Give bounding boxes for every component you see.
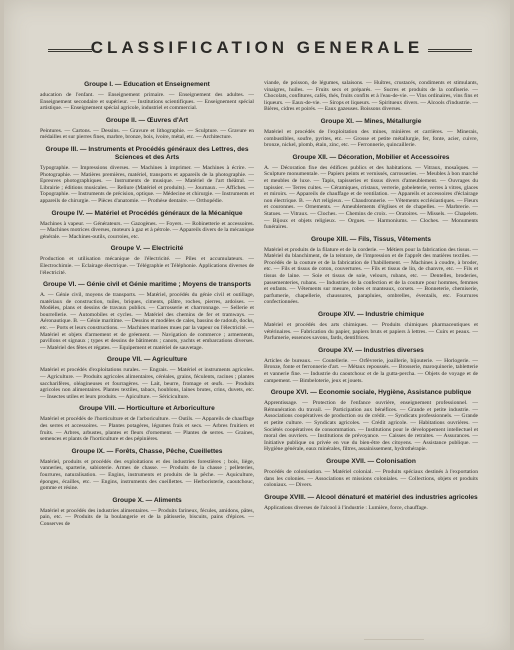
group-description: Articles de bureaux. — Coutellerie. — Orfèvrerie, joaillerie, bijouterie. — Horlogerie. — Bronze, fonte et ferronnerie d'art. — Métaux repoussés. — Brosserie, maroquinerie, tabletterie et vannerie fine. — Industrie du caoutchouc et de la gutta-percha. — Objets de voyage et de campement. — Bimbeloterie, jeux et jouets. bbox=[264, 357, 478, 384]
group-description: Matériel et procédés des industries alimentaires. — Produits farineux, fécules, amidons, pâtes, pain, etc. — Produits de la boulangerie et de la pâtisserie, biscuits, pains d'épices. — Conserves de bbox=[40, 507, 254, 527]
group-heading: Groupe VII. — Agriculture bbox=[106, 356, 188, 364]
group-description: Apprentissage. — Protection de l'enfance ouvrière, enseignement professionnel. — Rémunération du travail. — Participation aux bénéfices. — Grande et petite industrie. — Associations coopératives de production ou de crédit. — Syndicats professionnels. — Grande et petite culture. — Syndicats agricoles. — Crédit agricole. — Habitations ouvrières. — Sociétés coopératives de consommation. — Institutions pour le développement intellectuel et moral des ouvriers. — Institutions de prévoyance. — Caisses de retraites. — Assurances. — Initiative publique ou privée en vue du bien-être des citoyens. — Assistance publique. — Hygiène générale, eaux minérales, filtres, assainissement, hydrothérapie. bbox=[264, 400, 478, 453]
group-description: Matériel et procédés de l'horticulture et de l'arboriculture. — Outils. — Appareils de chauffage des serres et accessoires. — Plantes potagères, légumes frais et secs. — Arbres fruitiers et fruits. — Arbres, arbustes, plantes et fleurs d'ornement. — Plantes de serres. — Graines, semences et plants de l'horticulture et des pépinières. bbox=[40, 416, 254, 443]
title-ornament-right bbox=[428, 49, 472, 52]
group-description: Production et utilisation mécanique de l'électricité. — Piles et accumulateurs. — Electrochimie. — Eclairage électrique. — Télégraphie et Téléphonie. Applications diverses de l'électricité. bbox=[40, 256, 254, 276]
page-title: CLASSIFICATION GENERALE bbox=[90, 38, 424, 57]
group-heading: Groupe VI. — Génie civil et Génie maritime ; Moyens de transports bbox=[42, 281, 252, 289]
group-heading: Groupe XI. — Mines, Métallurgie bbox=[320, 117, 422, 125]
group-heading: Groupe X. — Aliments bbox=[112, 496, 182, 504]
group-heading: Groupe XIII. — Fils, Tissus, Vêtements bbox=[310, 235, 432, 243]
group-heading: Groupe IX. — Forêts, Chasse, Pêche, Cueillettes bbox=[71, 447, 223, 455]
group-description: aducation de l'enfant. — Enseignement primaire. — Enseignement des adultes. — Enseignement secondaire et supérieur. — Institutions scientifiques. — Enseignement spécial artistique. — Enseignement spécial agricole, industriel et commercial. bbox=[40, 92, 254, 112]
right-column bbox=[264, 80, 478, 513]
group-heading: Groupe V. — Electricité bbox=[110, 245, 184, 253]
group-description: A. — Génie civil, moyens de transports. — Matériel, procédés du génie civil et outillage, matériaux de construction, tuiles, briques, ciments, plâtre, roches, pierres, ardoises. — Modèles, plans et dessins de travaux publics. — Carrosserie et charronnage. — Sellerie et bourrellerie. — Automobiles et cycles. — Matériel des chemins de fer et tramways. — Aéronautique. B. — Génie maritime. — Dessins et modèles de cales, bassins de radoub, docks, etc. — Ports et leurs constructions. — Machines marines mues par la vapeur ou l'électricité. — Matériel et objets d'armement et de gréement. — Navigation de commerce ; armements, pavillons et signaux ; types et dessins de bâtiments ; canots, yachts et embarcations diverses. — Matériel des fêtes et régates. — Equipement et matériel de sauvetage. bbox=[40, 292, 254, 351]
group-description: Matériel, produits et procédés des exploitations et des industries forestières ; bois, liège, vanneries, sparterie, sabioterie. Armes de chasse. — Produits de la chasse ; pelleteries, fourrures, naturalisation. — Engins, instruments et produits de la pêche. — Aquiculture, éponges, écailles, etc. — Engins, instruments des cueillettes. — Herboristerie, caoutchouc, gomme et résine. bbox=[40, 458, 254, 492]
group-heading: Groupe XV. — Industries diverses bbox=[318, 346, 424, 354]
group-description: Applications diverses de l'alcool à l'industrie : Lumière, force, chauffage. bbox=[264, 504, 428, 511]
group-heading: Groupe IV. — Matériel et Procédés généraux de la Mécanique bbox=[51, 209, 243, 217]
catalog-page bbox=[4, 0, 510, 650]
group-description: viande, de poisson, de légumes, salaisons. — Huîtres, crustacés, condiments et stimulants, vinaigres, huiles. — Fruits secs et préparés. — Sucres et produits de la confiserie. — Chocolats, confitures, cafés, thés, fruits confits et à l'eau-de-vie. — Vins ordinaires, vins fins et liqueurs. — Eaux-de-vie. — Sirops et liqueurs. — Spiritueux divers. — Alcools d'industrie. — Bières, cidres et poirés. — Eaux gazeuses. Boissons diverses. bbox=[264, 80, 478, 113]
group-heading: Groupe XII. — Décoration, Mobilier et Accessoires bbox=[292, 153, 450, 161]
group-heading: Groupe XVI. — Economie sociale, Hygiène, Assistance publique bbox=[270, 389, 472, 397]
group-heading: Groupe XVII. — Colonisation bbox=[326, 457, 416, 465]
group-heading: Groupe I. — Education et Enseignement bbox=[84, 81, 210, 88]
left-column bbox=[40, 76, 254, 530]
group-description: Matériel et produits de la filature et de la corderie. — Métiers pour la fabrication des tissus. — Matériel du blanchiment, de la teinture, de l'impression et de l'apprêt des matières textiles. — Procédés de la couture et de la fabrication de l'habillement. — Machines à coudre, à broder, etc. — Fils et tissus de coton, couvertures. — Fils et tissus de lin, de chanvre, etc. — Fils et tissus de laine. — Soie et tissus de soie, velours, rubans, etc. — Dentelles, broderies, passementeries, rubans. — Industries de la confection et de la couture pour hommes, femmes et enfants. — Vêtements sur mesure, robes et manteaux, corsets. — Bonneterie, chemiserie, parfumerie, chapellerie, chaussures, parapluies, ombrelles, éventails, etc. Fourrures confectionnées. bbox=[264, 246, 478, 306]
group-description: Typographie. — Impressions diverses. — Machines à imprimer. — Machines à écrire. — Photographie. — Matières premières, matériel, transports et appareils de la photographie. — Epreuves photographiques. — Instruments de musique. — Matériel de l'art théâtral. — Librairie ; éditions musicales. — Reliure (Matériel et produits). — Journaux. — Affiches. — Topographie. — Instruments de précision, optique. — Médecine et chirurgie. — Instruments et appareils de chirurgie. — Pièces d'anatomie. — Prothèse dentaire. — Orthopédie. bbox=[40, 164, 254, 204]
group-description: A. — Décoration fixe des édifices publics et des habitations. — Vitraux, mosaïques. — Sculpture monumentale. — Papiers peints et vernissés, carrosseries. — Meubles à bon marché et meubles de luxe. — Tapis, tapisseries et tissus divers d'ameublement. — Ouvrages du tapissier. — Terres cuites. — Céramiques, cristaux, verrerie, gobeleterie, verres à vitres, glaces et miroirs. — Appareils de chauffage et de ventilation. — Appareils et accessoires d'éclairage non électrique. B. — Art religieux. — Chaudronnerie. — Vêtements ecclésiastiques. — Fleurs et couronnes. — Ornements. — Ameublements d'églises et de chapelles. — Marbrerie. — Statues. — Vitraux. — Cloches. — Chemins de croix. — Oratoires. — Missels. — Chapelets. — Bijoux et objets religieux. — Orgues. — Harmoniums. — Cloches. — Monuments funéraires. bbox=[264, 164, 478, 231]
group-heading: Groupe II. — Œuvres d'Art bbox=[105, 116, 189, 124]
page-stain bbox=[364, 633, 424, 640]
group-heading: Groupe XIV. — Industrie chimique bbox=[317, 311, 424, 319]
group-description: Matériel et procédés des arts chimiques. — Produits chimiques pharmaceutiques et vétérinaires. — Fabrication du papier, papiers bruts et papiers à lettres. — Cuirs et peaux. — Parfumerie, essences savons, fards, dentifrices. bbox=[264, 322, 478, 342]
group-description: Peintures. — Cartons. — Dessins. — Gravure et lithographie. — Sculpture. — Gravure en médailles et sur pierres fines, marbre, bronze, bois, ivoire, métal, etc. — Architecture. bbox=[40, 127, 254, 141]
group-description: Matériel et procédés de l'exploitation des mines, minières et carrières. — Minerais, combustibles, soufre, pyrites, etc. — Grosse et petite métallurgie, fer, fonte, acier, cuivre, bronze, nickel, plomb, étain, zinc, etc. — Ferronnerie, quincaillerie. bbox=[264, 128, 478, 149]
group-description: Machines à vapeur. — Générateurs. — Gazogènes. — Foyers. — Robinetterie et accessoires. — Machines motrices diverses, moteurs à gaz et à pétrole. — Appareils divers de la mécanique générale. — Machines-outils, courroies, etc. bbox=[40, 220, 254, 240]
group-heading: Groupe VIII. — Horticulture et Arboriculture bbox=[79, 405, 215, 413]
group-heading: Groupe III. — Instruments et Procédés généraux des Lettres, des Sciences et des Arts bbox=[45, 145, 249, 161]
group-heading: Groupe XVIII. — Alcool dénaturé et matériel des industries agricoles bbox=[264, 493, 478, 501]
group-description: Matériel et procédés d'exploitations rurales. — Engrais. — Matériel et instruments agricoles. — Agriculture. — Produits agricoles alimentaires, céréales, grains, féculents, racines ; plantes saccharifères, oléagineuses et fourragères. — Lait, beurre, fromage et œufs. — Produits agricoles non alimentaires. Plantes textiles, tabacs, houblons, laines brutes, crins, duvets, etc. — Insectes utiles et leurs produits. — Apiculture. — Sériciculture. bbox=[40, 367, 254, 400]
group-description: Procédés de colonisation. — Matériel colonial. — Produits spéciaux destinés à l'exportation dans les colonies. — Associations et missions coloniales. — Collections, objets et produits coloniaux. — Divers. bbox=[264, 468, 478, 489]
